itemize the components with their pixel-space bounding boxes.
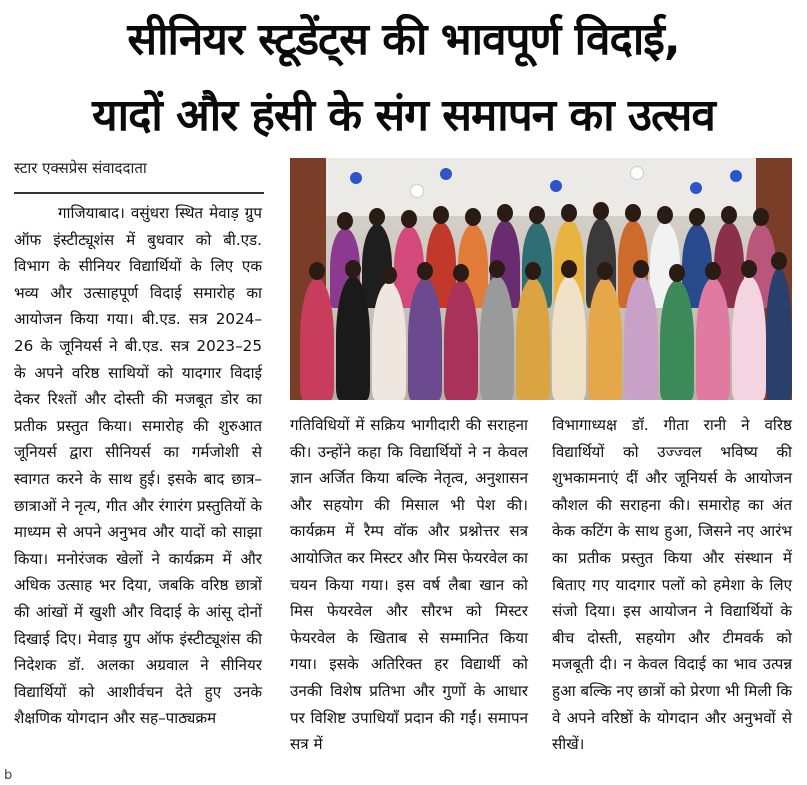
headline-line-2: यादों और हंसी के संग समापन का उत्सव xyxy=(92,90,715,141)
article-column-1 xyxy=(14,200,262,732)
person-head xyxy=(525,262,541,280)
person-head xyxy=(561,204,577,222)
person-head xyxy=(337,212,353,230)
person-head xyxy=(401,210,417,228)
column-3-text: विभागाध्यक्ष डॉ. गीता रानी ने वरिष्ठ विद्यार्थियों को उज्ज्वल भविष्य की शुभकामनाएं दीं और जूनियर्स के आयोजन कौशल की सराहना की। समारोह का अंत केक कटिंग के साथ हुआ, जिसने नए आरंभ का प्रतीक प्रस्तुत किया और संस्थान में बिताए गए यादगार पलों को हमेशा के लिए संजो दिया। इस आयोजन ने विद्यार्थियों के बीच दोस्ती, सहयोग और टीमवर्क को मजबूती दी। न केवल विदाई का भाव उत्पन्न हुआ बल्कि नए छात्रों को प्रेरणा भी मिली कि वे अपने वरिष्ठों के योगदान और अनुभवों से सीखें। xyxy=(552,416,792,754)
person-head xyxy=(381,266,397,284)
person-head xyxy=(771,252,787,270)
person-head xyxy=(489,260,505,278)
person xyxy=(552,276,586,400)
headline-line-1: सीनियर स्टूडेंट्स की भावपूर्ण विदाई, xyxy=(127,14,680,65)
person xyxy=(516,278,550,400)
person-head xyxy=(633,260,649,278)
balloon xyxy=(440,168,452,180)
article-column-3 xyxy=(552,412,792,758)
balloon xyxy=(690,182,702,194)
person-head xyxy=(529,206,545,224)
person xyxy=(732,276,766,400)
person-head xyxy=(593,202,609,220)
person-head xyxy=(741,260,757,278)
person-head xyxy=(753,208,769,226)
person xyxy=(300,278,334,400)
person xyxy=(408,278,442,400)
person xyxy=(766,268,792,400)
person-head xyxy=(433,206,449,224)
balloon xyxy=(550,180,562,192)
person xyxy=(624,276,658,400)
person-head xyxy=(465,208,481,226)
person xyxy=(444,280,478,400)
person xyxy=(336,276,370,400)
byline-rule xyxy=(14,192,264,194)
person-head xyxy=(625,204,641,222)
balloon xyxy=(410,184,424,198)
person-head xyxy=(345,260,361,278)
person-head xyxy=(561,260,577,278)
balloon xyxy=(630,166,644,180)
person-head xyxy=(669,264,685,282)
person-head xyxy=(453,264,469,282)
balloon xyxy=(350,172,362,184)
person-head xyxy=(689,208,705,226)
person xyxy=(588,278,622,400)
byline: स्टार एक्सप्रेस संवाददाता xyxy=(14,159,147,177)
person xyxy=(372,282,406,400)
article-column-2 xyxy=(290,412,528,758)
person-head xyxy=(309,262,325,280)
column-1-text: गाजियाबाद। वसुंधरा स्थित मेवाड़ ग्रुप ऑफ इंस्टीट्यूशंस में बुधवार को बी.एड. विभाग के सीनियर विद्यार्थियों के लिए एक भव्य और उत्साहपूर्ण विदाई समारोह का आयोजन किया गया। बी.एड. सत्र 2024–26 के जूनियर्स ने बी.एड. सत्र 2023–25 के अपने वरिष्ठ साथियों को यादगार विदाई देकर रिश्तों और दोस्ती की मजबूत डोर का प्रतीक प्रस्तुत किया। समारोह की शुरुआत जूनियर्स द्वारा सीनियर्स का गर्मजोशी से स्वागत करने के साथ हुई। इसके बाद छात्र–छात्राओं ने नृत्य, गीत और रंगारंग प्रस्तुतियों के माध्यम से अपने अनुभव और यादों को साझा किया। मनोरंजक खेलों ने कार्यक्रम में और अधिक उत्साह भर दिया, जबकि वरिष्ठ छात्रों की आंखों में खुशी और विदाई के आंसू दोनों दिखाई दिए। मेवाड़ ग्रुप ऑफ इंस्टीट्यूशंस की निदेशक डॉ. अलका अग्रवाल ने सीनियर विद्यार्थियों को आशीर्वचन देते हुए उनके शैक्षणिक योगदान और सह–पाठ्यक्रम xyxy=(14,204,262,728)
corner-mark: b xyxy=(4,768,13,783)
column-2-text: गतिविधियों में सक्रिय भागीदारी की सराहना की। उन्होंने कहा कि विद्यार्थियों ने न केवल ज्ञान अर्जित किया बल्कि नेतृत्व, अनुशासन और सहयोग की मिसाल भी पेश की। कार्यक्रम में रैम्प वॉक और प्रश्नोत्तर सत्र आयोजित कर मिस्टर और मिस फेयरवेल का चयन किया गया। इस वर्ष लैबा खान को मिस फेयरवेल और सौरभ को मिस्टर फेयरवेल के खिताब से सम्मानित किया गया। इसके अतिरिक्त हर विद्यार्थी को उनकी विशेष प्रतिभा और गुणों के आधार पर विशिष्ट उपाधियाँ प्रदान की गईं। समापन सत्र में xyxy=(290,416,528,754)
person-head xyxy=(369,208,385,226)
person-head xyxy=(497,204,513,222)
person xyxy=(696,278,730,400)
person xyxy=(480,276,514,400)
person xyxy=(660,280,694,400)
person-head xyxy=(657,206,673,224)
person-head xyxy=(721,206,737,224)
person-head xyxy=(417,262,433,280)
group-photo xyxy=(290,158,792,400)
person-head xyxy=(597,262,613,280)
person-head xyxy=(705,262,721,280)
balloon xyxy=(730,170,742,182)
